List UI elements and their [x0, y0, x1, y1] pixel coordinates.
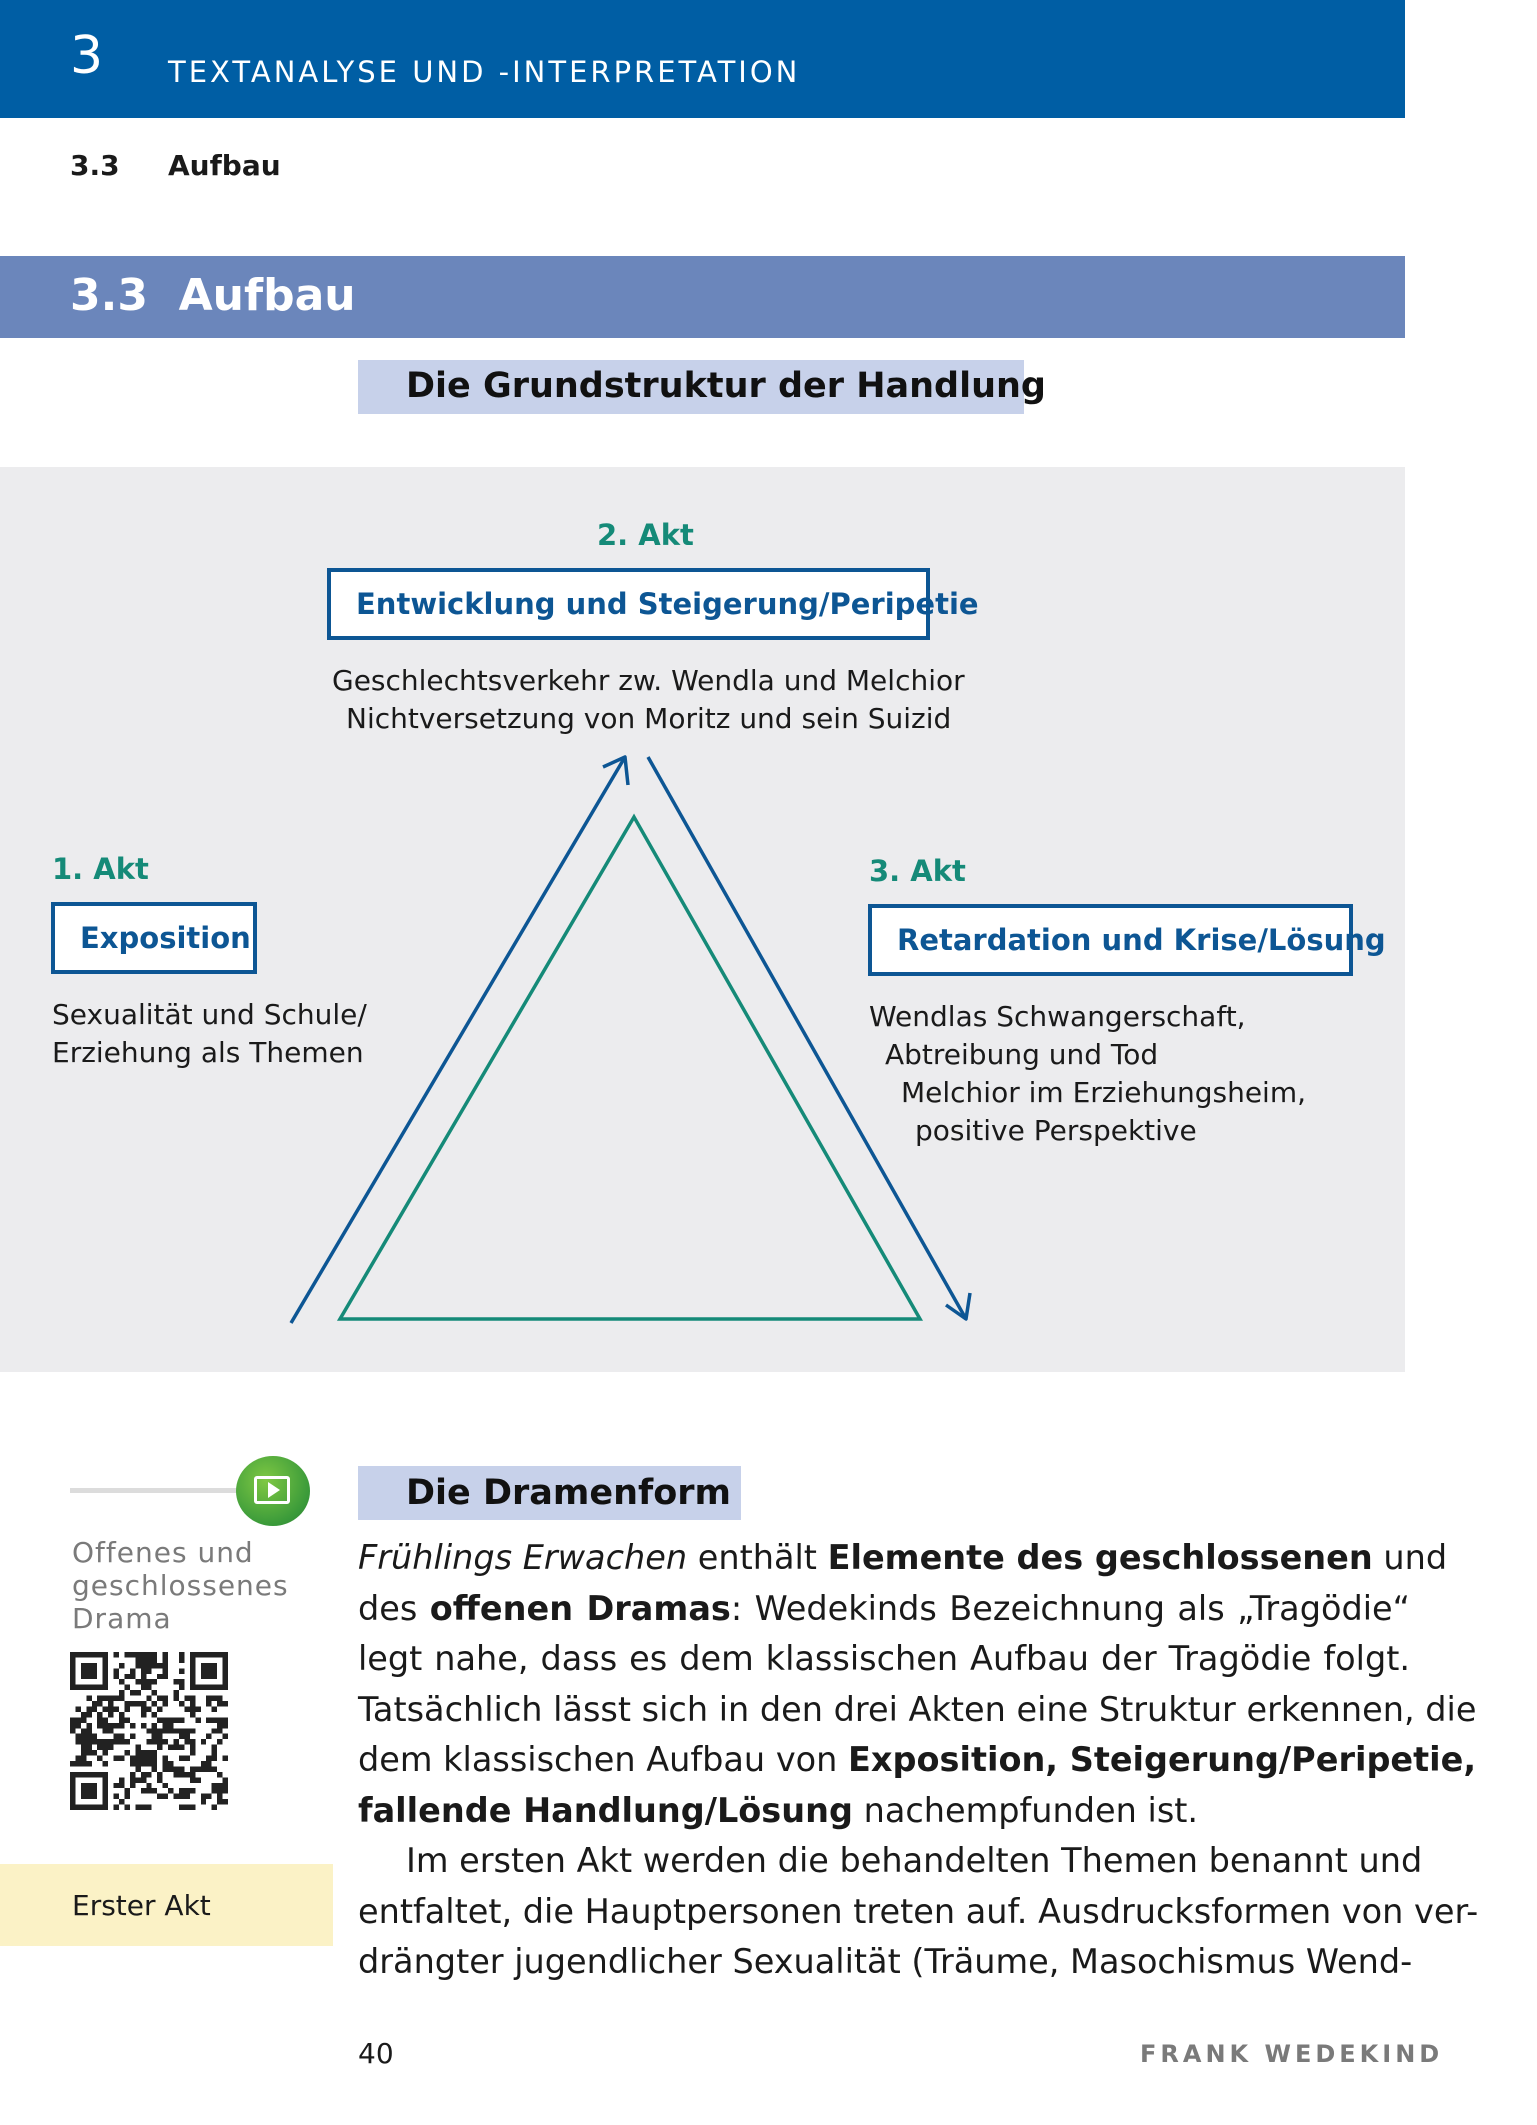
sidebar-rule [70, 1488, 250, 1493]
structure-label: Die Grundstruktur der Handlung [406, 366, 1046, 406]
act3-desc-line: Melchior im Erziehungsheim, [901, 1076, 1307, 1109]
text-span: legt nahe, dass es dem klassischen Aufbau der Tragödie folgt. [358, 1639, 1410, 1678]
qr-code-icon[interactable] [70, 1652, 228, 1810]
act2-desc-line: Nichtversetzung von Moritz und sein Suizid [346, 702, 952, 735]
media-link-line: Drama [72, 1602, 172, 1635]
act2-desc-line: Geschlechtsverkehr zw. Wendla und Melchior [332, 664, 965, 697]
play-triangle-icon [268, 1482, 280, 1498]
text-span: drängter jugendlicher Sexualität (Träume, Masochismus Wend- [358, 1942, 1413, 1981]
text-span: Tatsächlich lässt sich in den drei Akten eine Struktur erkennen, die [358, 1689, 1477, 1729]
text-span: und [1372, 1538, 1448, 1577]
body-paragraph [358, 1533, 1479, 1988]
text-span: : Wedekinds Bezeichnung als „Tragödie“ [730, 1588, 1410, 1628]
text-line [358, 1533, 1448, 1584]
text-span: Im ersten Akt werden die behandelten Themen benannt und [406, 1841, 1423, 1880]
act1-box-text: Exposition [80, 921, 251, 955]
chapter-title: TEXTANALYSE UND -INTERPRETATION [168, 55, 801, 89]
text-span: nachempfunden ist. [852, 1790, 1199, 1830]
act3-description [869, 998, 1306, 1150]
text-line [358, 1836, 1423, 1887]
act3-box-text: Retardation und Krise/Lösung [897, 923, 1386, 957]
text-line [358, 1735, 1477, 1786]
act2-label: 2. Akt [597, 518, 694, 552]
running-section-number: 3.3 [70, 149, 120, 182]
bold-text: Exposition, Steigerung/Peripetie, [848, 1740, 1477, 1779]
chapter-number: 3 [70, 26, 104, 86]
text-span: des [358, 1588, 430, 1628]
media-link-text[interactable] [72, 1536, 289, 1635]
text-line [358, 1685, 1477, 1736]
act2-box-text: Entwicklung und Steigerung/Peripetie [356, 587, 979, 621]
bold-text: Elemente des geschlossenen [827, 1538, 1373, 1577]
page-number: 40 [358, 2037, 394, 2070]
text-line [358, 1634, 1410, 1685]
inner-triangle [340, 817, 920, 1319]
act1-desc-line: Erziehung als Themen [52, 1036, 364, 1069]
text-line [358, 1584, 1410, 1635]
running-section-title: Aufbau [168, 149, 281, 182]
act3-desc-line: positive Perspektive [915, 1114, 1197, 1147]
section-title: 3.3 Aufbau [70, 270, 356, 321]
text-line [358, 1786, 1410, 1837]
act1-desc-line: Sexualität und Schule/ [52, 998, 367, 1031]
act2-description [332, 662, 965, 738]
bold-text: fallende Handlung/Lösung [358, 1790, 853, 1830]
dramenform-label: Die Dramenform [406, 1473, 732, 1513]
bold-text: offenen Dramas [429, 1588, 731, 1628]
text-line [358, 1887, 1479, 1938]
text-span: entfaltet, die Hauptpersonen treten auf. Ausdrucksformen von ver- [358, 1891, 1479, 1931]
text-line [358, 1937, 1413, 1988]
act3-desc-line: Wendlas Schwangerschaft, [869, 1000, 1246, 1033]
margin-note: Erster Akt [72, 1889, 211, 1922]
act1-label: 1. Akt [52, 852, 149, 886]
act3-label: 3. Akt [869, 854, 966, 888]
text-span: enthält [687, 1538, 828, 1577]
act3-desc-line: Abtreibung und Tod [885, 1038, 1159, 1071]
media-link-line: geschlossenes [72, 1569, 289, 1602]
text-span: dem klassischen Aufbau von [358, 1740, 849, 1779]
running-footer-author: FRANK WEDEKIND [1140, 2040, 1444, 2068]
act1-description [52, 996, 367, 1072]
italic-title: Frühlings Erwachen [358, 1538, 688, 1577]
media-link-line: Offenes und [72, 1536, 254, 1569]
